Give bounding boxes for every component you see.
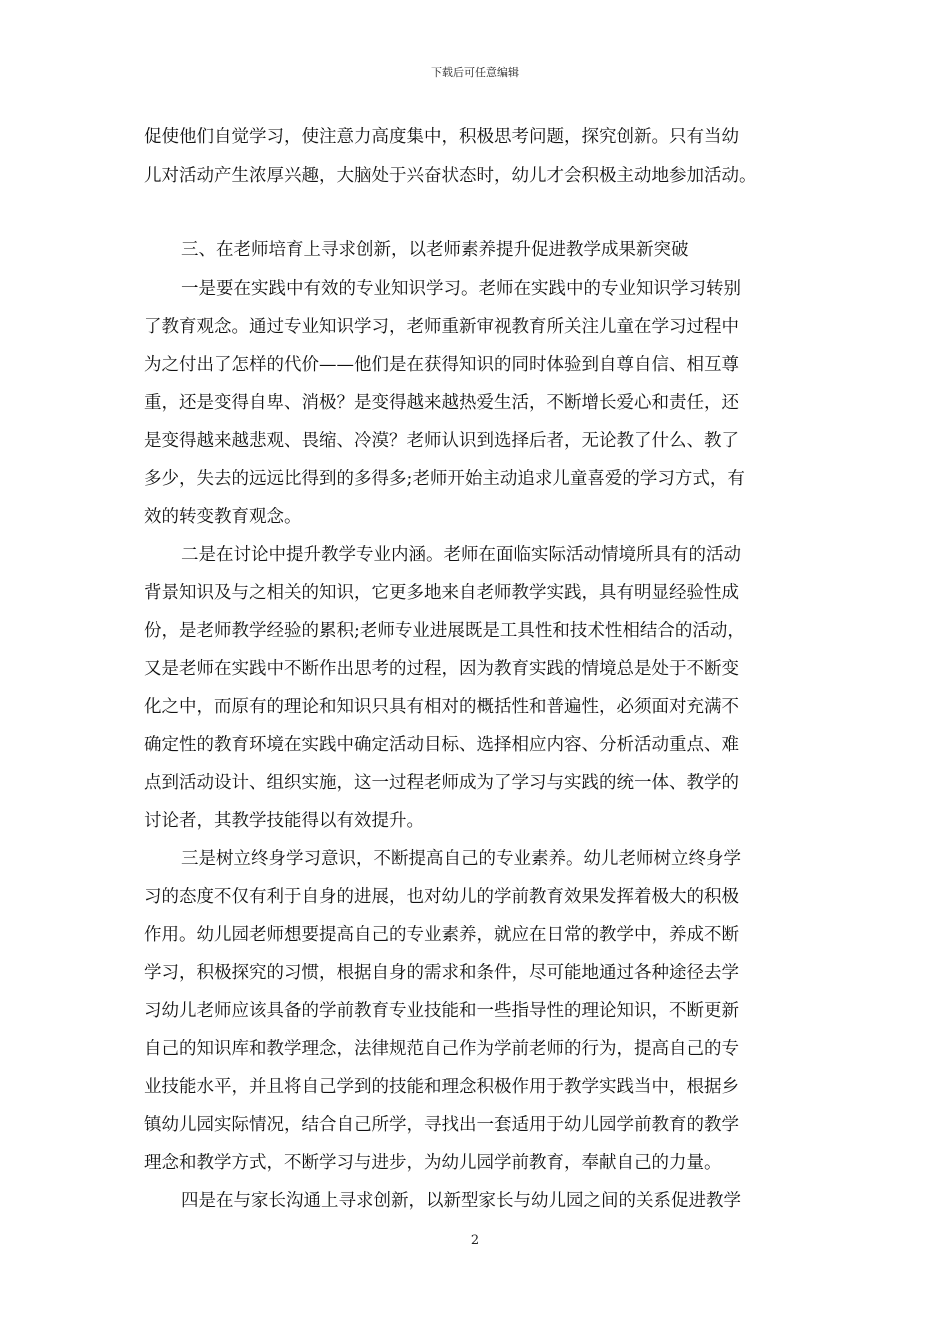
text-line: 多少，失去的远远比得到的多得多;老师开始主动追求儿童喜爱的学习方式，有 [144, 469, 745, 489]
text-line: 是变得越来越悲观、畏缩、冷漠？老师认识到选择后者，无论教了什么、教了 [144, 431, 739, 451]
text-line: 自己的知识库和教学理念，法律规范自己作为学前老师的行为，提高自己的专 [144, 1039, 739, 1059]
page-number: 2 [470, 1233, 480, 1248]
text-line: 习的态度不仅有利于自身的进展，也对幼儿的学前教育效果发挥着极大的积极 [144, 887, 739, 907]
text-line: 讨论者，其教学技能得以有效提升。 [144, 811, 424, 831]
text-line: 效的转变教育观念。 [144, 507, 302, 527]
section-heading: 三、在老师培育上寻求创新，以老师素养提升促进教学成果新突破 [181, 240, 689, 260]
text-line: 促使他们自觉学习，使注意力高度集中，积极思考问题，探究创新。只有当幼 [144, 127, 739, 147]
text-line: 儿对活动产生浓厚兴趣，大脑处于兴奋状态时，幼儿才会积极主动地参加活动。 [144, 166, 757, 186]
text-line: 一是要在实践中有效的专业知识学习。老师在实践中的专业知识学习转别 [181, 279, 741, 299]
text-line: 镇幼儿园实际情况，结合自己所学，寻找出一套适用于幼儿园学前教育的教学 [144, 1115, 739, 1135]
page-header: 下载后可任意编辑 [431, 66, 519, 79]
text-line: 学习，积极探究的习惯，根据自身的需求和条件，尽可能地通过各种途径去学 [144, 963, 739, 983]
text-line: 化之中，而原有的理论和知识只具有相对的概括性和普遍性，必须面对充满不 [144, 697, 739, 717]
text-line: 又是老师在实践中不断作出思考的过程，因为教育实践的情境总是处于不断变 [144, 659, 739, 679]
text-line: 三是树立终身学习意识，不断提高自己的专业素养。幼儿老师树立终身学 [181, 849, 741, 869]
text-line: 确定性的教育环境在实践中确定活动目标、选择相应内容、分析活动重点、难 [144, 735, 739, 755]
text-line: 背景知识及与之相关的知识，它更多地来自老师教学实践，具有明显经验性成 [144, 583, 739, 603]
text-line: 了教育观念。通过专业知识学习，老师重新审视教育所关注儿童在学习过程中 [144, 317, 739, 337]
text-line: 点到活动设计、组织实施，这一过程老师成为了学习与实践的统一体、教学的 [144, 773, 739, 793]
text-line: 作用。幼儿园老师想要提高自己的专业素养，就应在日常的教学中，养成不断 [144, 925, 739, 945]
text-line: 四是在与家长沟通上寻求创新，以新型家长与幼儿园之间的关系促进教学 [181, 1191, 741, 1211]
text-line: 理念和教学方式，不断学习与进步，为幼儿园学前教育，奉献自己的力量。 [144, 1153, 722, 1173]
text-line: 业技能水平，并且将自己学到的技能和理念积极作用于教学实践当中，根据乡 [144, 1077, 739, 1097]
text-line: 份，是老师教学经验的累积;老师专业进展既是工具性和技术性相结合的活动， [144, 621, 745, 641]
text-line: 重，还是变得自卑、消极？是变得越来越热爱生活，不断增长爱心和责任，还 [144, 393, 739, 413]
text-line: 二是在讨论中提升教学专业内涵。老师在面临实际活动情境所具有的活动 [181, 545, 741, 565]
text-line: 习幼儿老师应该具备的学前教育专业技能和一些指导性的理论知识，不断更新 [144, 1001, 739, 1021]
text-line: 为之付出了怎样的代价——他们是在获得知识的同时体验到自尊自信、相互尊 [144, 355, 739, 375]
